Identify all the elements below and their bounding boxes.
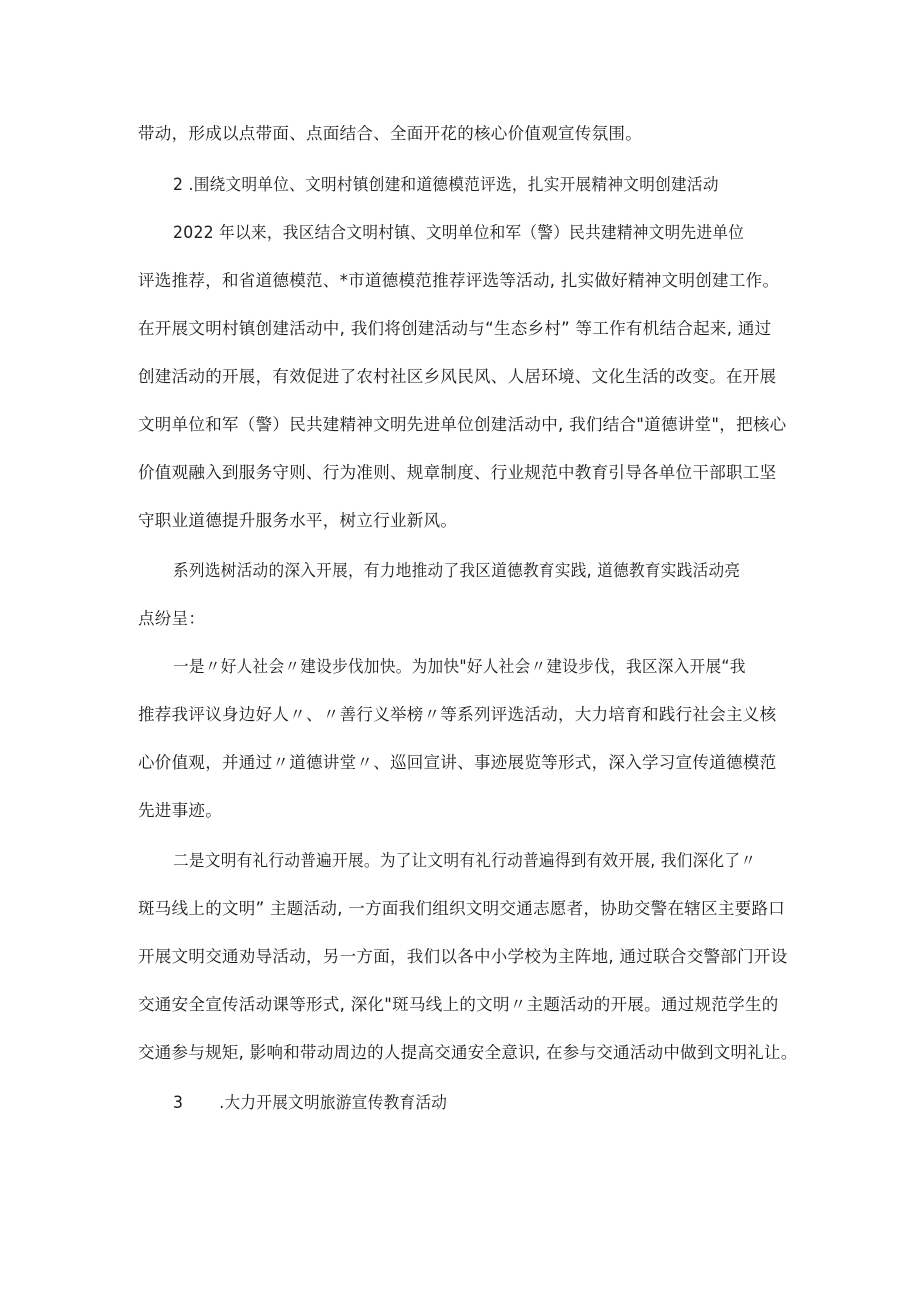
paragraph-line: 点纷呈： [138, 609, 206, 628]
section-title: .大力开展文明旅游宣传教育活动 [219, 1093, 448, 1112]
paragraph-line: 在开展文明村镇创建活动中, 我们将创建活动与“生态乡村” 等工作有机结合起来, 通过 [138, 319, 772, 338]
paragraph-line: 一是〃好人社会〃建设步伐加快。为加快"好人社会〃建设步伐，我区深入开展“我 [173, 657, 746, 676]
paragraph-line: 价值观融入到服务守则、行为准则、规章制度、行业规范中教育引导各单位干部职工坚 [138, 463, 777, 482]
section-number: 3 [173, 1093, 184, 1112]
paragraph-line: 交通参与规矩, 影响和带动周边的人提高交通安全意识, 在参与交通活动中做到文明礼让。 [138, 1043, 798, 1062]
paragraph-line: 心价值观，并通过〃道德讲堂〃、巡回宣讲、事迹展览等形式，深入学习宣传道德模范 [138, 753, 777, 772]
paragraph-line: 评选推荐，和省道德模范、*市道德模范推荐评选等活动, 扎实做好精神文明创建工作。 [138, 271, 780, 290]
paragraph-line: 推荐我评议身边好人〃、〃善行义举榜〃等系列评选活动，大力培育和践行社会主义核 [138, 705, 777, 724]
paragraph-line: 带动，形成以点带面、点面结合、全面开花的核心价值观宣传氛围。 [138, 124, 642, 143]
paragraph-line: 文明单位和军（警）民共建精神文明先进单位创建活动中, 我们结合"道德讲堂"，把核心 [138, 415, 787, 434]
paragraph-line: 二是文明有礼行动普遍开展。为了让文明有礼行动普遍得到有效开展, 我们深化了〃 [173, 851, 757, 870]
paragraph-line: 开展文明交通劝导活动，另一方面，我们以各中小学校为主阵地, 通过联合交警部门开设 [138, 947, 788, 966]
section-heading-2: 2 .围绕文明单位、文明村镇创建和道德模范评选，扎实开展精神文明创建活动 [173, 175, 719, 194]
section-heading-3 [173, 1091, 798, 1115]
paragraph-line: 系列选树活动的深入开展，有力地推动了我区道德教育实践, 道德教育实践活动亮 [173, 561, 741, 580]
paragraph-line: 创建活动的开展，有效促进了农村社区乡风民风、人居环境、文化生活的改变。在开展 [138, 367, 777, 386]
paragraph-line: 守职业道德提升服务水平，树立行业新风。 [138, 511, 458, 530]
paragraph-line: 先进事迹。 [138, 801, 222, 820]
paragraph-line: 2022 年以来，我区结合文明村镇、文明单位和军（警）民共建精神文明先进单位 [173, 223, 745, 242]
paragraph-line: 交通安全宣传活动课等形式, 深化"斑马线上的文明〃主题活动的开展。通过规范学生的 [138, 995, 779, 1014]
paragraph-line: 斑马线上的文明” 主题活动, 一方面我们组织文明交通志愿者，协助交警在辖区主要路口 [138, 899, 786, 918]
